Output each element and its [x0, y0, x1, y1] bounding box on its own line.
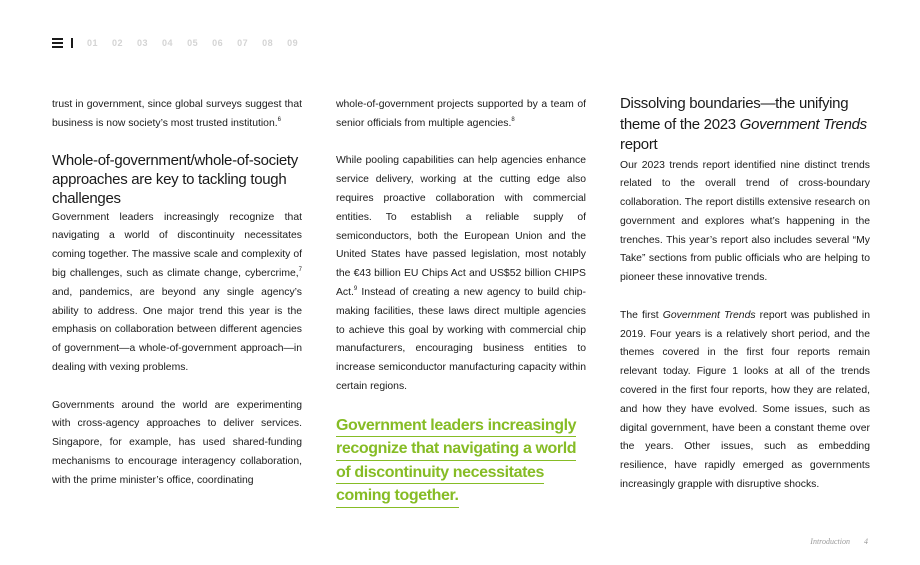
footnote-ref[interactable]: 8 — [511, 116, 515, 123]
section-heading: Dissolving boundaries—the unifying theme of the 2023 Government Trends report — [620, 95, 867, 153]
text-column-1 — [52, 96, 302, 491]
pull-quote-line: coming together. — [336, 485, 459, 508]
paragraph: While pooling capabilities can help agencies enhance service delivery, working at the cutting edge also requires proactive collaboration with commercial entities. To establish a reliable supply of semiconductors, both the European Union and the United States have passed legislation, most notably the €43 billion EU Chips Act and US$52 billion CHIPS Act.$^9$ Instead of creating a new agency to build chip-making facilities, these laws direct multiple agencies to achieve this goal by working with commercial chip manufacturers, encouraging business entities to increase semiconductor manufacturing capacity within certain regions. — [336, 155, 586, 392]
text-column-2 — [336, 96, 586, 509]
nav-chapter-09[interactable]: 09 — [287, 38, 299, 48]
nav-chapter-02[interactable]: 02 — [112, 38, 124, 48]
footnote-ref[interactable]: 7 — [298, 266, 302, 273]
nav-chapter-01[interactable]: 01 — [87, 38, 99, 48]
pull-quote — [336, 415, 586, 509]
text-column-3 — [620, 94, 870, 495]
nav-chapter-06[interactable]: 06 — [212, 38, 224, 48]
paragraph: The first Government Trends report was published in 2019. Four years is a relatively short period, and the themes covered in the first four reports remain relevant today. Figure 1 looks at all of the trends covered in the first four reports, how they are related, and how they have evolved. Some issues, such as digital government, have been a constant theme over the years. Other issues, such as embedding resilience, have rapidly emerged as governments increasingly grapple with disruptive shocks. — [620, 309, 870, 491]
nav-chapter-07[interactable]: 07 — [237, 38, 249, 48]
chapter-nav — [52, 36, 312, 50]
paragraph: Governments around the world are experimenting with cross-agency approaches to deliver services. Singapore, for example, has used shared-funding mechanisms to encourage interagency collaboration, with the prime minister’s office, coordinating — [52, 399, 302, 486]
footnote-ref[interactable]: 6 — [277, 116, 281, 123]
paragraph: Our 2023 trends report identified nine distinct trends related to the overall trend of cross-boundary collaboration. The report distills extensive research on government and explores what’s happening in the trenches. This year’s report also includes several “My Take” sections from public officials who are helping to pioneer these innovative trends. — [620, 159, 870, 284]
pull-quote-line: recognize that navigating a world — [336, 438, 576, 461]
menu-icon[interactable] — [52, 38, 63, 48]
page-number: 4 — [864, 537, 868, 546]
pull-quote-line: Government leaders increasingly — [336, 415, 576, 438]
section-heading: Whole-of-government/whole-of-society approaches are key to tackling tough challenges — [52, 151, 298, 207]
nav-chapter-04[interactable]: 04 — [162, 38, 174, 48]
nav-chapter-03[interactable]: 03 — [137, 38, 149, 48]
nav-chapter-08[interactable]: 08 — [262, 38, 274, 48]
paragraph: trust in government, since global surveys suggest that business is now society’s most trusted institution.$^6$ — [52, 99, 302, 129]
nav-chapter-05[interactable]: 05 — [187, 38, 199, 48]
pull-quote-line: of discontinuity necessitates — [336, 462, 544, 485]
page-footer — [810, 537, 868, 546]
footnote-ref[interactable]: 9 — [353, 285, 358, 292]
footer-section-label: Introduction — [810, 537, 850, 546]
paragraph: Government leaders increasingly recognize that navigating a world of discontinuity necessitates coming together. The massive scale and complexity of big challenges, such as climate change, cybercrime,$^7$ and, pandemics, are beyond any single agency’s ability to address. One major trend this year is the emphasis on collaboration between different agencies of government—a whole-of-government approach—in dealing with vexing problems. — [52, 211, 302, 373]
paragraph: whole-of-government projects supported by a team of senior officials from multiple agencies.$^8$ — [336, 99, 586, 129]
current-chapter-indicator — [71, 38, 73, 48]
